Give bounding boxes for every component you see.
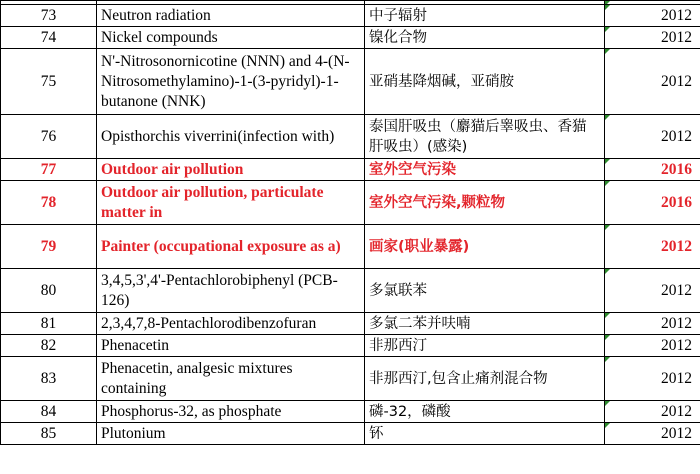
agent-name-chinese: 非那西汀,包含止痛剂混合物 [365,357,605,401]
agent-name: 3,4,5,3',4'-Pentachlorobiphenyl (PCB-126) [97,269,365,313]
table-row [1,159,700,181]
evaluation-year: 2016 [605,159,700,181]
row-number: 78 [1,181,97,225]
agent-name: Outdoor air pollution, particulate matter in [97,181,365,225]
evaluation-year: 2016 [605,181,700,225]
table-row [1,335,700,357]
table-row [1,115,700,159]
agent-name: Plutonium [97,423,365,445]
table-row [1,269,700,313]
agent-name: Neutron radiation [97,5,365,27]
agent-name-chinese: 非那西汀 [365,335,605,357]
evaluation-year: 2012 [605,225,700,269]
row-number: 83 [1,357,97,401]
evaluation-year: 2012 [605,269,700,313]
row-number: 79 [1,225,97,269]
agent-name-chinese: 中子辐射 [365,5,605,27]
agent-name: Opisthorchis viverrini(infection with) [97,115,365,159]
agent-name: Nickel compounds [97,27,365,49]
table-row [1,49,700,115]
table-row [1,181,700,225]
agent-name-chinese: 室外空气污染,颗粒物 [365,181,605,225]
agent-name-chinese: 钚 [365,423,605,445]
agent-name: Phenacetin, analgesic mixtures containing [97,357,365,401]
evaluation-year: 2012 [605,49,700,115]
row-number: 75 [1,49,97,115]
evaluation-year: 2012 [605,115,700,159]
evaluation-year: 2012 [605,313,700,335]
agent-name-chinese: 镍化合物 [365,27,605,49]
agent-name-chinese: 多氯联苯 [365,269,605,313]
agent-name: Phenacetin [97,335,365,357]
row-number: 74 [1,27,97,49]
agent-name-chinese: 泰国肝吸虫（麝猫后睾吸虫、香猫肝吸虫）(感染) [365,115,605,159]
agent-name: Phosphorus-32, as phosphate [97,401,365,423]
table-row [1,313,700,335]
table-row [1,423,700,445]
row-number: 84 [1,401,97,423]
row-number: 76 [1,115,97,159]
row-number: 81 [1,313,97,335]
agent-name-chinese: 磷-32，磷酸 [365,401,605,423]
evaluation-year: 2012 [605,357,700,401]
agent-name: Painter (occupational exposure as a) [97,225,365,269]
agent-name-chinese: 多氯二苯并呋喃 [365,313,605,335]
table-row [1,225,700,269]
row-number: 73 [1,5,97,27]
agent-name-chinese: 亚硝基降烟碱，亚硝胺 [365,49,605,115]
table-row [1,5,700,27]
table-row [1,357,700,401]
agent-name: 2,3,4,7,8-Pentachlorodibenzofuran [97,313,365,335]
row-number: 82 [1,335,97,357]
table-row [1,27,700,49]
agent-name: N'-Nitrosonornicotine (NNN) and 4-(N-Nitrosomethylamino)-1-(3-pyridyl)-1-butanone (NNK) [97,49,365,115]
table-row [1,401,700,423]
evaluation-year: 2012 [605,5,700,27]
evaluation-year: 2012 [605,401,700,423]
row-number: 77 [1,159,97,181]
row-number: 80 [1,269,97,313]
agent-name: Outdoor air pollution [97,159,365,181]
agent-name-chinese: 室外空气污染 [365,159,605,181]
evaluation-year: 2012 [605,27,700,49]
evaluation-year: 2012 [605,335,700,357]
evaluation-year: 2012 [605,423,700,445]
row-number: 85 [1,423,97,445]
table-body [1,1,700,445]
agent-name-chinese: 画家(职业暴露) [365,225,605,269]
